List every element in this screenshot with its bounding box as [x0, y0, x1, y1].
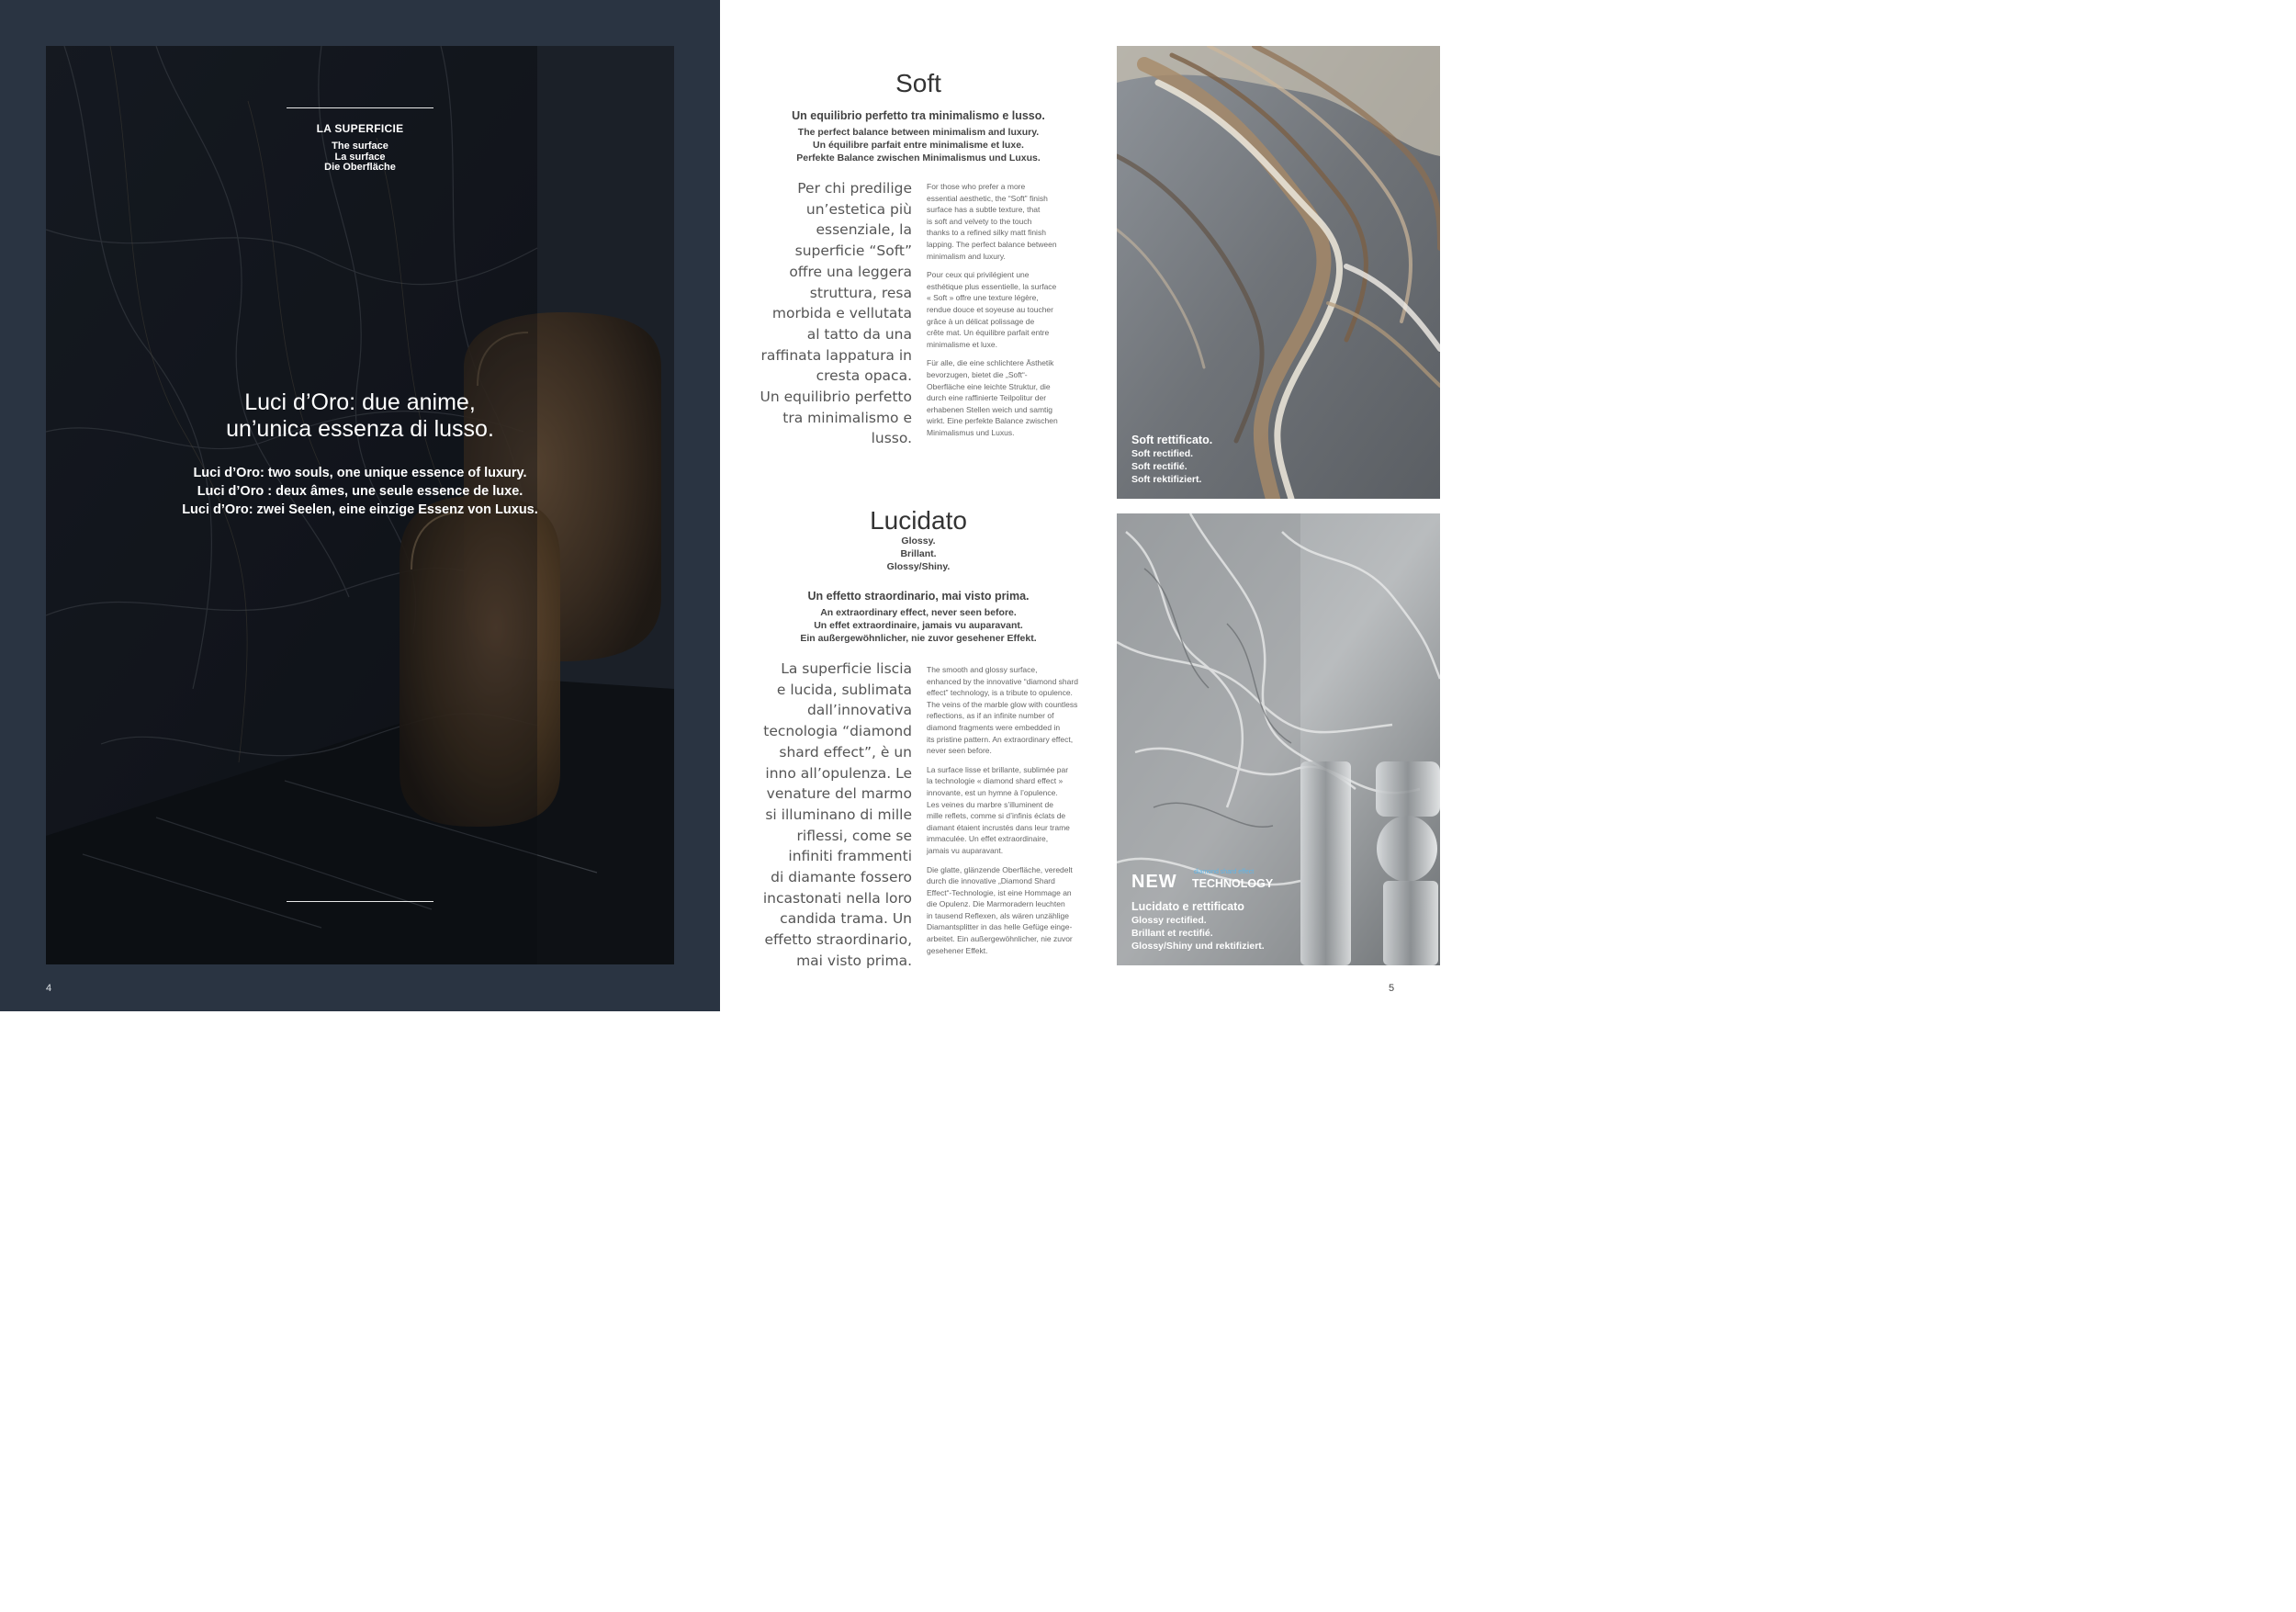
lucidato-body-line: incastonati nella loro	[762, 889, 912, 907]
lucidato-italian-body	[747, 659, 912, 972]
soft-tagline-en: The perfect balance between minimalism and luxury.	[797, 127, 1040, 138]
surface-heading: LA SUPERFICIE	[316, 122, 404, 135]
soft-caption-de: Soft rektifiziert.	[1131, 474, 1202, 485]
hero-title-line-2: un’unica essenza di lusso.	[226, 416, 494, 442]
surface-translations	[266, 141, 454, 174]
left-page	[0, 0, 720, 1011]
top-divider	[287, 107, 433, 108]
lucidato-body-line: e lucida, sublimata	[776, 681, 912, 698]
lucidato-tagline-fr: Un effet extraordinaire, jamais vu auparavant.	[814, 620, 1023, 631]
lucidato-body-line: dall’innovativa	[806, 702, 912, 719]
soft-body-line: Per chi predilige	[797, 180, 912, 197]
lucidato-title: Lucidato	[870, 506, 967, 535]
soft-tagline-translations	[762, 126, 1075, 164]
soft-translation-fr: Pour ceux qui privilégient une esthétique plus essentielle, la surface « Soft » offre une texture légère, rendue douce et soyeuse au toucher grâce à un délicat polissage de crête mat. Un équilibre parfait entre minimalisme et luxe.	[927, 270, 1057, 349]
lucidato-body-line: di diamante fossero	[771, 869, 912, 886]
lucidato-body-line: infiniti frammenti	[788, 848, 912, 865]
soft-body-line: raffinata lappatura in	[760, 346, 912, 364]
lucidato-caption-title: Lucidato e rettificato	[1131, 900, 1244, 913]
soft-body-line: superficie “Soft”	[794, 242, 912, 260]
badge-technology: TECHNOLOGY	[1192, 877, 1274, 890]
lucidato-tagline-en: An extraordinary effect, never seen before.	[820, 607, 1017, 618]
soft-caption-en: Soft rectified.	[1131, 448, 1194, 459]
lucidato-photo-caption	[1131, 900, 1265, 953]
lucidato-tagline: Un effetto straordinario, mai visto prima.	[807, 590, 1030, 603]
lucidato-caption-de: Glossy/Shiny und rektifiziert.	[1131, 941, 1265, 952]
lucidato-body-line: si illuminano di mille	[765, 806, 912, 823]
lucidato-translation-fr: La surface lisse et brillante, sublimée par la technologie « diamond shard effect » innovante, est un hymne à l’opulence. Les veines du marbre s’illuminent de mille reflets, comme si d’infinis éclats de diamant étaient incrustés dans leur trame immaculée. Un effet extraordinaire, jamais vu auparavant.	[927, 764, 1070, 855]
soft-body-line: cresta opaca.	[816, 367, 912, 385]
soft-body-line: un’estetica più	[805, 200, 912, 218]
soft-translations	[927, 181, 1101, 445]
soft-tagline-fr: Un équilibre parfait entre minimalisme et luxe.	[813, 140, 1024, 151]
surface-translation-de: Die Oberfläche	[324, 162, 396, 173]
lucidato-body-line: shard effect”, è un	[779, 743, 912, 761]
soft-body-line: Un equilibrio perfetto	[760, 389, 912, 406]
hero-translation-de: Luci d’Oro: zwei Seelen, eine einzige Essenz von Luxus.	[182, 502, 538, 517]
soft-tagline-de: Perfekte Balance zwischen Minimalismus und Luxus.	[796, 152, 1041, 163]
soft-body-line: struttura, resa	[809, 284, 912, 301]
lucidato-body-line: mai visto prima.	[796, 952, 912, 969]
lucidato-translation-de: Die glatte, glänzende Oberfläche, veredelt durch die innovative „Diamond Shard Effect“-Technologie, ist eine Hommage an die Opulenz. Die Marmoradern leuchten in tausend Reflexen, als wären unzählige Diamantsplitter in das helle Gefüge einge- arbeitet. Ein außergewöhnlicher, nie zuvor gesehener Effekt.	[927, 864, 1073, 955]
lucidato-body-line: venature del marmo	[766, 785, 912, 803]
marble-interior-photo	[46, 46, 674, 964]
lucidato-translation-en: The smooth and glossy surface, enhanced by the innovative “diamond shard effect” technology, is a tribute to opulence. The veins of the marble glow with countless reflections, as if an infinite number of diamond fragments were embedded in its pristine pattern. An extraordinary effect, never seen before.	[927, 665, 1078, 756]
soft-italian-body	[747, 178, 912, 449]
lucidato-subtitles	[827, 535, 1010, 573]
hero-translation-fr: Luci d’Oro : deux âmes, une seule essence de luxe.	[197, 484, 523, 499]
lucidato-marble-photo	[1117, 513, 1440, 965]
lucidato-translations	[927, 664, 1106, 964]
soft-translation-de: Für alle, die eine schlichtere Ästhetik bevorzugen, bietet die „Soft“- Oberfläche eine leichte Struktur, die durch eine raffinierte Teilpolitur der erhabenen Stellen weich und samtig wirkt. Eine perfekte Balance zwischen Minimalismus und Luxus.	[927, 358, 1058, 437]
hero-translations	[156, 464, 564, 519]
lucidato-marble-art	[1117, 513, 1440, 965]
lucidato-body-line: tecnologia “diamond	[763, 723, 912, 740]
soft-marble-photo	[1117, 46, 1440, 499]
lucidato-tagline-de: Ein außergewöhnlicher, nie zuvor gesehener Effekt.	[800, 633, 1037, 644]
soft-body-line: essenziale, la	[816, 221, 912, 239]
surface-translation-fr: La surface	[334, 151, 386, 163]
lucidato-subtitle-fr: Brillant.	[900, 548, 937, 559]
hero-translation-en: Luci d’Oro: two souls, one unique essence of luxury.	[193, 466, 527, 480]
lucidato-body-line: effetto straordinario,	[764, 931, 912, 949]
page-number-right: 5	[1389, 983, 1395, 994]
page-number-left: 4	[46, 983, 52, 994]
soft-body-line: offre una leggera	[789, 263, 912, 280]
lucidato-subtitle-en: Glossy.	[901, 535, 936, 547]
soft-body-line: al tatto da una	[806, 325, 912, 343]
bottom-divider	[287, 901, 433, 902]
lucidato-body-line: candida trama. Un	[780, 910, 912, 928]
soft-body-line: tra minimalismo e	[782, 409, 912, 426]
lucidato-body-line: inno all’opulenza. Le	[765, 764, 912, 782]
soft-body-line: morbida e vellutata	[771, 305, 912, 322]
soft-tagline: Un equilibrio perfetto tra minimalismo e lusso.	[792, 109, 1045, 122]
soft-caption-title: Soft rettificato.	[1131, 434, 1213, 446]
lucidato-body-line: riflessi, come se	[796, 827, 912, 844]
lucidato-tagline-translations	[762, 606, 1075, 645]
soft-marble-art	[1117, 46, 1440, 499]
lucidato-caption-fr: Brillant et rectifié.	[1131, 928, 1213, 939]
lucidato-caption-en: Glossy rectified.	[1131, 915, 1207, 926]
soft-translation-en: For those who prefer a more essential aesthetic, the “Soft” finish surface has a subtle texture, that is soft and velvety to the touch thanks to a refined silky matt finish lapping. The perfect balance between minimalism and luxury.	[927, 182, 1057, 261]
lucidato-subtitle-de: Glossy/Shiny.	[886, 561, 951, 572]
hero-title-line-1: Luci d’Oro: due anime,	[244, 389, 476, 415]
lucidato-body-line: La superficie liscia	[781, 660, 912, 677]
badge-new: NEW	[1131, 872, 1177, 892]
hero-title	[174, 389, 546, 443]
surface-translation-en: The surface	[332, 141, 388, 152]
diamond-shard-effect-label: diamond shard effect	[1194, 869, 1255, 875]
soft-caption-fr: Soft rectifié.	[1131, 461, 1187, 472]
soft-photo-caption	[1131, 434, 1212, 486]
soft-body-line: lusso.	[871, 430, 912, 447]
soft-title: Soft	[895, 69, 941, 97]
